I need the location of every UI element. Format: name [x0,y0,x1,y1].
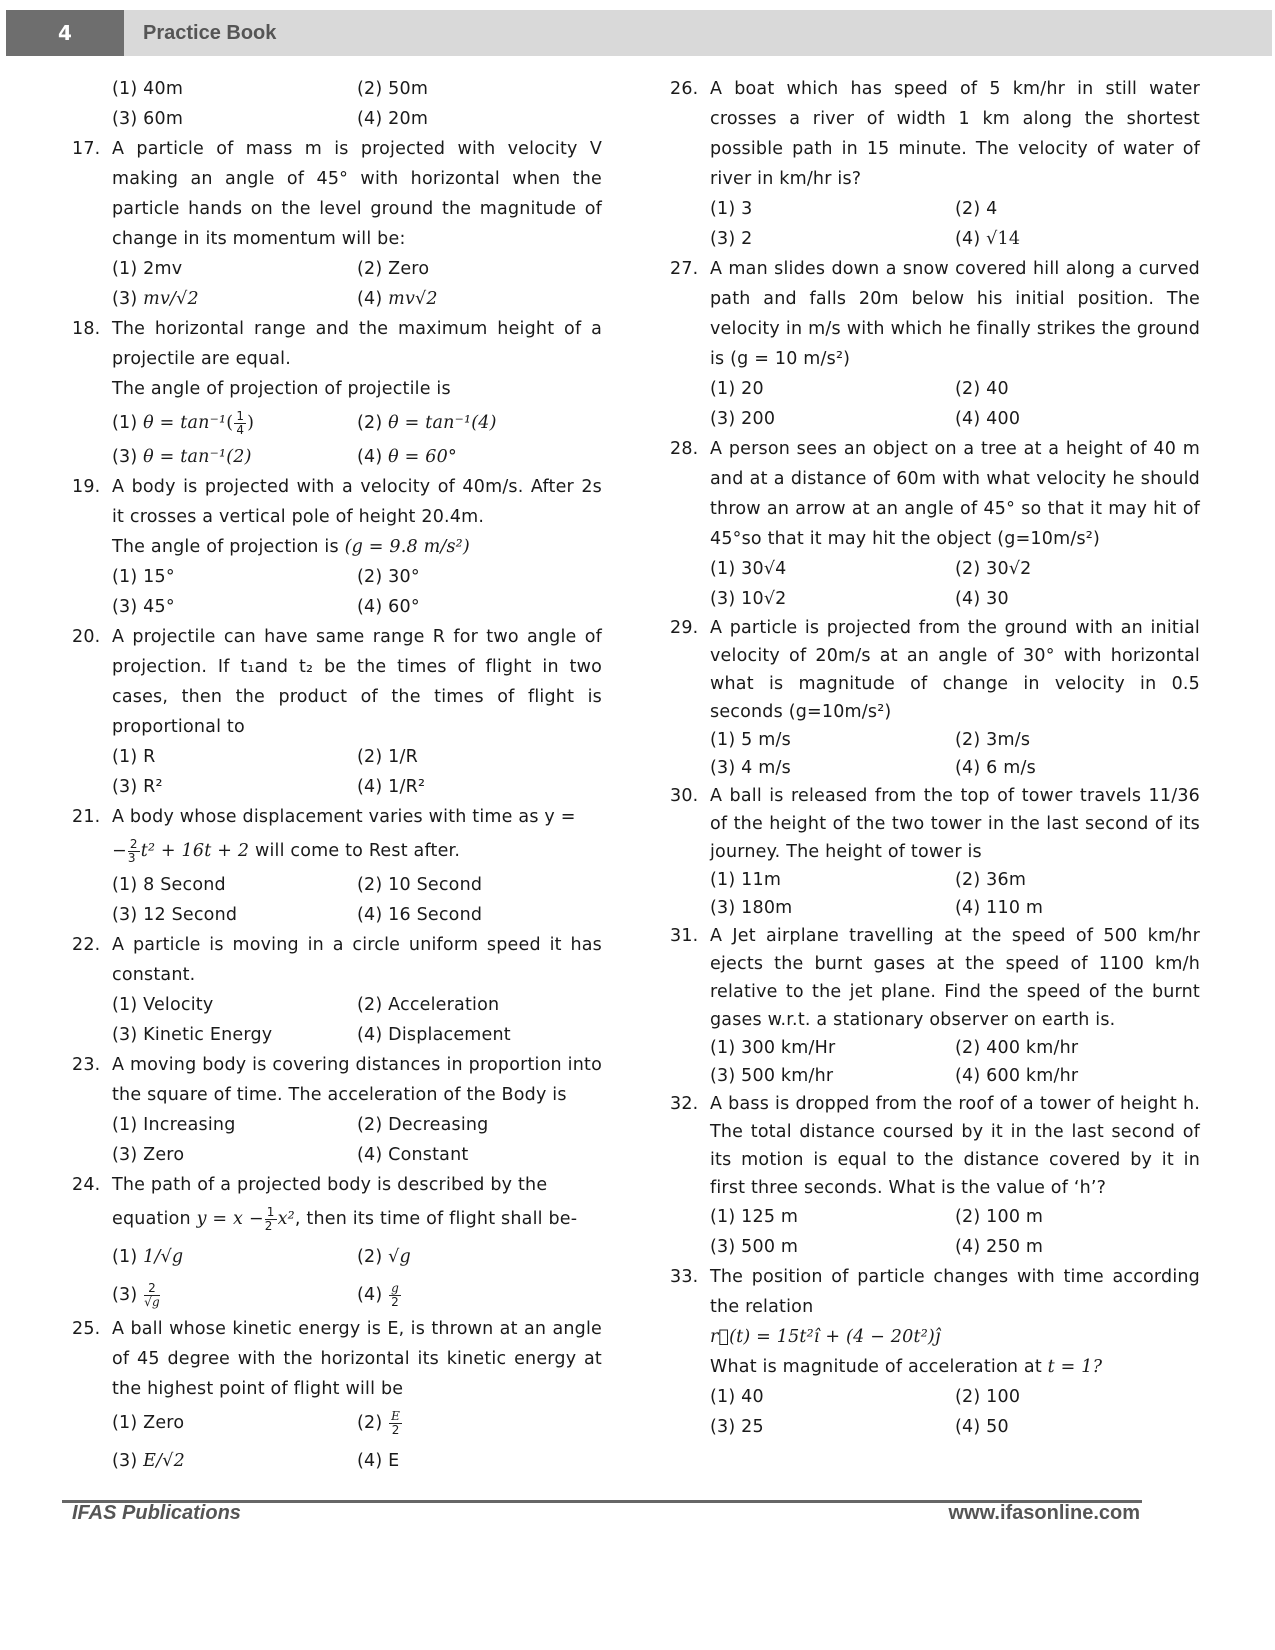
option-4: (4) 20m [357,109,429,129]
question-text: A ball whose kinetic energy is E, is thrown at an angle of 45 degree with the horizontal its kinetic energy at the highest point of flight will be [112,1319,602,1399]
question-21 [72,802,602,930]
page-number: 4 [6,10,124,56]
option-2: (2) 100 [955,1387,1021,1407]
option-3: (3) E/√2 [112,1451,185,1471]
question-text: A particle of mass m is projected with velocity V making an angle of 45° with horizontal when the particle hands on the level ground the magnitude of change in its momentum will be: [112,139,602,249]
question-text: A body is projected with a velocity of 40m/s. After 2s it crosses a vertical pole of height 20.4m. [112,477,602,527]
option-1: (1) 30√4 [710,559,787,579]
option-2: (2) 4 [955,199,998,219]
question-text: A bass is dropped from the roof of a tower of height h. The total distance coursed by it in the last second of its motion is equal to the distance covered by it in first three seconds. What is the value of ‘h’? [710,1094,1200,1198]
question-text-2: The angle of projection is (g = 9.8 m/s²) [112,537,470,557]
question-text-2: What is magnitude of acceleration at t = 1? [710,1357,1103,1377]
question-text: A moving body is covering distances in proportion into the square of time. The acceleration of the Body is [112,1055,602,1105]
question-number: 17. [72,139,101,159]
option-3: (3) 500 km/hr [710,1066,834,1086]
question-number: 25. [72,1319,101,1339]
option-2: (2) Decreasing [357,1115,489,1135]
question-text-2: The angle of projection of projectile is [112,379,451,399]
footer-publisher: IFAS Publications [72,1502,241,1524]
option-2: (2) 50m [357,79,429,99]
question-26 [670,74,1200,254]
option-1: (1) Velocity [112,995,214,1015]
option-4: (4) 30 [955,589,1009,609]
option-3: (3) 4 m/s [710,758,791,778]
option-1: (1) 20 [710,379,764,399]
option-4: (4) 250 m [955,1237,1044,1257]
question-number: 26. [670,79,699,99]
option-3: (3) 2 [710,229,753,249]
question-number: 33. [670,1267,699,1287]
question-32 [670,1090,1200,1262]
option-2: (2) Acceleration [357,995,500,1015]
option-1: (1) 300 km/Hr [710,1038,836,1058]
option-3: (3) 180m [710,898,793,918]
question-text: A projectile can have same range R for two angle of projection. If t₁and t₂ be the times of flight in two cases, then the product of the times of flight is proportional to [112,627,602,737]
question-text: A Jet airplane travelling at the speed of 500 km/hr ejects the burnt gases at the speed of 1100 km/h relative to the jet plane. Find the speed of the burnt gases w.r.t. a stationary observer on earth is. [710,926,1200,1030]
option-2: (2) $\frac{E}{2}$ [357,1408,401,1437]
right-column [670,74,1200,1442]
question-31 [670,922,1200,1090]
question-text: The position of particle changes with time according the relation [710,1267,1200,1317]
option-1: (1) 15° [112,567,175,587]
question-number: 28. [670,439,699,459]
option-4: (4) 60° [357,597,420,617]
option-2: (2) 40 [955,379,1009,399]
question-30 [670,782,1200,922]
question-23 [72,1050,602,1170]
option-2: (2) Zero [357,259,430,279]
question-number: 30. [670,786,699,806]
option-3: (3) Kinetic Energy [112,1025,273,1045]
option-3: (3) R² [112,777,163,797]
option-3: (3) 45° [112,597,175,617]
question-27 [670,254,1200,434]
option-4: (4) Displacement [357,1025,511,1045]
option-2: (2) 100 m [955,1207,1044,1227]
footer-website: www.ifasonline.com [948,1502,1140,1524]
option-1: (1) 2mv [112,259,183,279]
option-3: (3) $\frac{2}{√g}$ [112,1280,160,1309]
option-1: (1) 8 Second [112,875,226,895]
option-4: (4) 400 [955,409,1021,429]
option-1: (1) 1/√g [112,1247,184,1267]
option-4: (4) θ = 60° [357,447,457,467]
question-number: 23. [72,1055,101,1075]
option-2: (2) 10 Second [357,875,483,895]
option-3: (3) 10√2 [710,589,787,609]
option-2: (2) θ = tan⁻¹(4) [357,413,497,433]
option-4: (4) $\frac{g}{2}$ [357,1280,400,1309]
option-4: (4) √14 [955,229,1021,249]
question-text: A body whose displacement varies with time as y = [112,807,576,827]
question-number: 22. [72,935,101,955]
option-2: (2) 30° [357,567,420,587]
option-2: (2) 36m [955,870,1027,890]
question-number: 19. [72,477,101,497]
option-2: (2) 30√2 [955,559,1032,579]
question-text: A boat which has speed of 5 km/hr in still water crosses a river of width 1 km along the shortest possible path in 15 minute. The velocity of water of river in km/hr is? [710,79,1200,189]
option-1: (1) 40m [112,79,184,99]
question-29 [670,614,1200,782]
question-number: 18. [72,319,101,339]
option-4: (4) E [357,1451,400,1471]
question-number: 24. [72,1175,101,1195]
option-4: (4) 50 [955,1417,1009,1437]
question-expression: − $\frac{2}{3}$ t² + 16t + 2 will come to Rest after. [112,836,461,865]
option-3: (3) 25 [710,1417,764,1437]
option-3: (3) 500 m [710,1237,799,1257]
question-text: The horizontal range and the maximum height of a projectile are equal. [112,319,602,369]
option-3: (3) 200 [710,409,776,429]
question-number: 20. [72,627,101,647]
option-3: (3) θ = tan⁻¹(2) [112,447,252,467]
question-equation: r⃗(t) = 15t²î + (4 − 20t²)ĵ [710,1327,941,1347]
question-text: A particle is moving in a circle uniform speed it has constant. [112,935,602,985]
option-4: (4) 16 Second [357,905,483,925]
option-4: (4) mv√2 [357,289,438,309]
question-17 [72,134,602,314]
option-1: (1) 5 m/s [710,730,791,750]
left-column [72,74,602,1480]
option-1: (1) 3 [710,199,753,219]
question-28 [670,434,1200,614]
question-text: The path of a projected body is described by the [112,1175,548,1195]
option-1: (1) 40 [710,1387,764,1407]
question-16-options [72,74,602,134]
question-equation: equation y = x − $\frac{1}{2}$ x², then its time of flight shall be- [112,1204,578,1233]
question-number: 31. [670,926,699,946]
option-2: (2) √g [357,1247,411,1267]
question-number: 29. [670,618,699,638]
question-19 [72,472,602,622]
option-1: (1) θ = tan⁻¹( $\frac{1}{4}$ ) [112,408,255,437]
question-text: A ball is released from the top of tower travels 11/36 of the height of the two tower in the last second of its journey. The height of tower is [710,786,1200,862]
question-number: 21. [72,807,101,827]
option-1: (1) Increasing [112,1115,236,1135]
option-1: (1) Zero [112,1413,185,1433]
option-1: (1) 125 m [710,1207,799,1227]
option-4: (4) 600 km/hr [955,1066,1079,1086]
question-22 [72,930,602,1050]
option-3: (3) Zero [112,1145,185,1165]
option-4: (4) Constant [357,1145,469,1165]
option-3: (3) mv/√2 [112,289,199,309]
option-4: (4) 1/R² [357,777,426,797]
option-3: (3) 60m [112,109,184,129]
question-18 [72,314,602,472]
option-1: (1) R [112,747,156,767]
question-33 [670,1262,1200,1442]
option-2: (2) 1/R [357,747,418,767]
book-title: Practice Book [143,22,277,44]
question-25 [72,1314,602,1480]
option-2: (2) 400 km/hr [955,1038,1079,1058]
question-20 [72,622,602,802]
option-3: (3) 12 Second [112,905,238,925]
question-text: A particle is projected from the ground with an initial velocity of 20m/s at an angle of 30° with horizontal what is magnitude of change in velocity in 0.5 seconds (g=10m/s²) [710,618,1200,722]
question-24 [72,1170,602,1314]
option-1: (1) 11m [710,870,782,890]
option-2: (2) 3m/s [955,730,1031,750]
question-text: A man slides down a snow covered hill along a curved path and falls 20m below his initial position. The velocity in m/s with which he finally strikes the ground is (g = 10 m/s²) [710,259,1200,369]
question-number: 27. [670,259,699,279]
option-4: (4) 110 m [955,898,1044,918]
question-number: 32. [670,1094,699,1114]
option-4: (4) 6 m/s [955,758,1036,778]
question-text: A person sees an object on a tree at a height of 40 m and at a distance of 60m with what velocity he should throw an arrow at an angle of 45° so that it may hit of 45°so that it may hit the object (g=10m/s²) [710,439,1200,549]
